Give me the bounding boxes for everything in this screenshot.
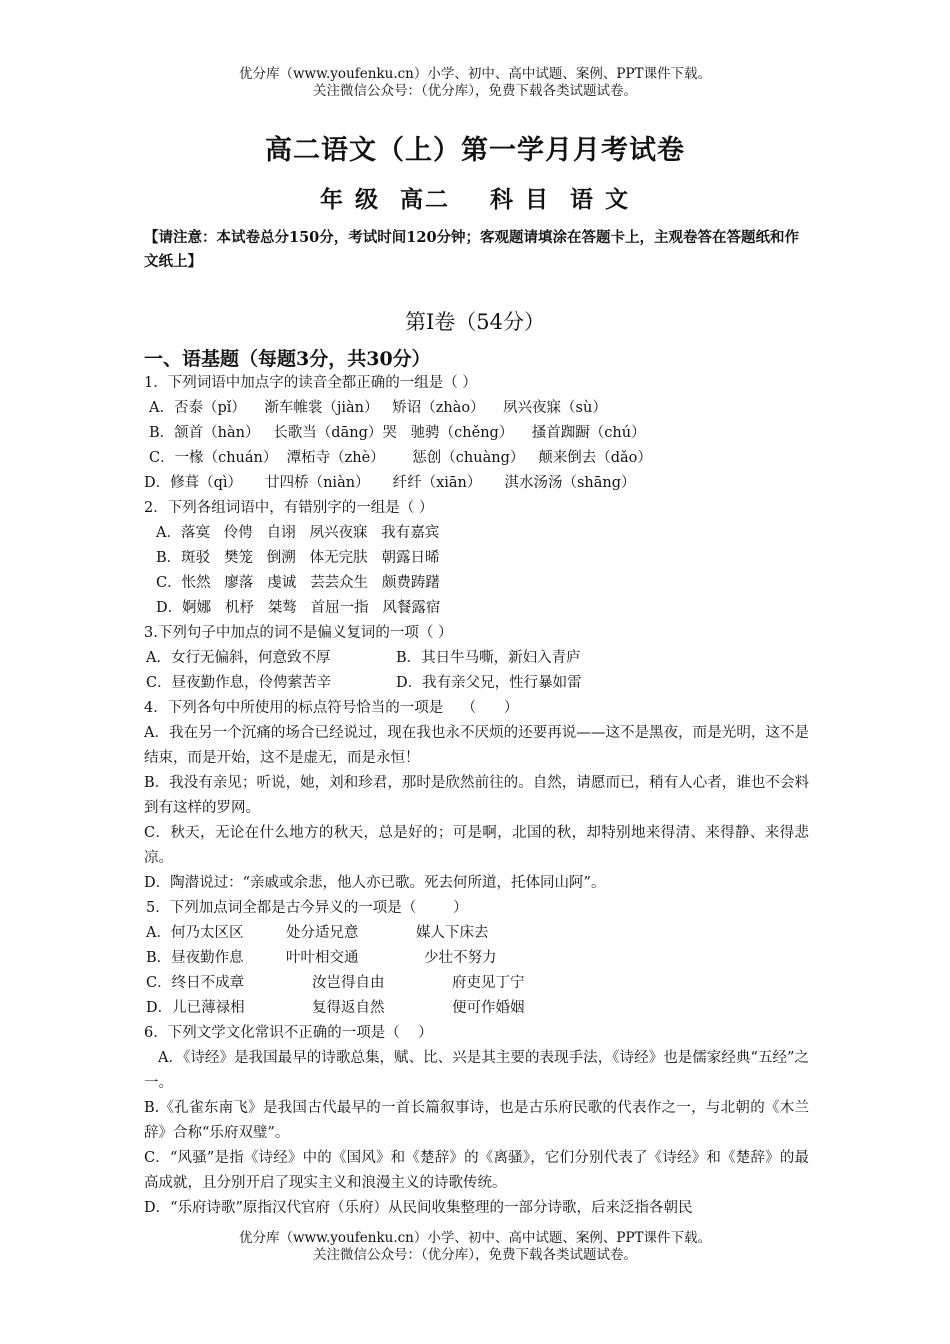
option-a: A．我在另一个沉痛的场合已经说过，现在我也永不厌烦的还要再说——这不是黑夜，而是光明，这不是结束，而是开始，这不是虚无，而是永恒！ [144,725,809,766]
page-header [0,66,950,100]
question-stem: 1．下列词语中加点字的读音全都正确的一组是（ ） [144,375,477,391]
question-body [144,371,809,1221]
option-b-item-1: B．昼夜勤作息 [146,950,244,966]
option-c: C．“风骚”是指《诗经》中的《国风》和《楚辞》的《离骚》，它们分别代表了《诗经》和《楚辞》的最高成就，且分别开启了现实主义和浪漫主义的诗歌传统。 [144,1150,809,1191]
option-d: D．修葺（qì） 廿四桥（niàn） 纤纤（xiān） 淇水汤汤（shāng） [144,475,636,491]
grade-subject-line: 年 级 高二 科 目 语 文 [319,186,631,213]
option-a [144,921,809,946]
option-d: D．婀娜 机杼 桀骜 首屈一指 风餐露宿 [156,600,441,616]
option-c-item-2: 汝岂得自由 [312,975,385,991]
question-stem: 4．下列各句中所使用的标点符号恰当的一项是 （ ） [144,700,519,716]
option-c [144,971,809,996]
option-b: B．颔首（hàn） 长歌当（dāng）哭 驰骋（chěng） 搔首踟蹰（chú） [149,425,646,441]
option-a: A．女行无偏斜，何意致不厚 [146,650,331,666]
exam-notice: 【请注意：本试卷总分150分，考试时间120分钟；客观题请填涂在答题卡上，主观卷答在答题纸和作文纸上】 [144,229,800,270]
footer-line-2: 关注微信公众号：（优分库），免费下载各类试题试卷。 [313,1247,637,1263]
question-stem: 5．下列加点词全都是古今异义的一项是（ ） [146,900,468,916]
option-b: B．我没有亲见；听说，她，刘和珍君，那时是欣然前往的。自然，请愿而已，稍有人心者，谁也不会料到有这样的罗网。 [144,775,809,816]
question-stem: 3.下列句子中加点的词不是偏义复词的一项（ ） [144,625,453,641]
option-b [144,946,809,971]
option-a-item-1: A．何乃太区区 [146,925,244,941]
question-3 [144,621,809,696]
footer-line-1: 优分库（www.youfenku.cn）小学、初中、高中试题、案例、PPT课件下载。 [238,1230,712,1246]
question-2 [144,496,809,621]
question-stem: 6．下列文学文化常识不正确的一项是（ ） [144,1025,433,1041]
option-d: D．我有亲父兄，性行暴如雷 [396,675,582,691]
page-footer [0,1230,950,1264]
option-d: D．陶潜说过：“亲戚或余悲，他人亦已歌。死去何所道，托体同山阿”。 [144,875,606,891]
option-b: B．其日牛马嘶，新妇入青庐 [396,650,581,666]
question-5 [144,896,809,1021]
header-line-1: 优分库（www.youfenku.cn）小学、初中、高中试题、案例、PPT课件下载。 [238,66,712,82]
option-a: A．落寞 伶俜 自诩 夙兴夜寐 我有嘉宾 [156,525,440,541]
option-d-item-3: 便可作婚姻 [452,1000,525,1016]
part-title: 第Ⅰ卷（54分） [404,310,546,334]
question-6 [144,1021,809,1221]
option-b-item-3: 少壮不努力 [424,950,497,966]
question-1 [144,371,809,496]
exam-title: 高二语文（上）第一学月月考试卷 [265,135,685,166]
option-b: B．斑驳 樊笼 倒溯 体无完肤 朝露日晞 [156,550,440,566]
option-c: C．一椽（chuán） 潭柘寺（zhè） 惩创（chuàng） 颠来倒去（dǎo） [149,450,652,466]
option-c: C．昼夜勤作息，伶俜萦苦辛 [146,675,332,691]
option-d [144,996,809,1021]
option-b-item-2: 叶叶相交通 [286,950,359,966]
option-c: C．秋天，无论在什么地方的秋天，总是好的；可是啊，北国的秋，却特别地来得清、来得静、来得悲凉。 [144,825,809,866]
option-c-item-3: 府吏见丁宁 [452,975,525,991]
option-a: A．《诗经》是我国最早的诗歌总集，赋、比、兴是其主要的表现手法，《诗经》也是儒家经典“五经”之一。 [144,1050,809,1091]
question-stem: 2．下列各组词语中，有错别字的一组是（ ） [144,500,434,516]
section-title: 一、语基题（每题3分，共30分） [144,348,431,370]
option-c-item-1: C．终日不成章 [146,975,245,991]
option-c: C．怅然 廖落 虔诚 芸芸众生 颇费踌躇 [156,575,440,591]
options-row-ab [144,646,809,671]
option-d: D．“乐府诗歌”原指汉代官府（乐府）从民间收集整理的一部分诗歌，后来泛指各朝民 [144,1200,693,1216]
option-a: A．否泰（pǐ） 渐车帷裳（jiàn） 矫诏（zhào） 夙兴夜寐（sù） [149,400,607,416]
option-a-item-2: 处分适兄意 [286,925,359,941]
option-b: B.《孔雀东南飞》是我国古代最早的一首长篇叙事诗，也是古乐府民歌的代表作之一，与北朝的《木兰辞》合称“乐府双璧”。 [144,1100,809,1141]
header-line-2: 关注微信公众号：（优分库），免费下载各类试题试卷。 [313,83,637,99]
option-d-item-2: 复得返自然 [312,1000,385,1016]
options-row-cd [144,671,809,696]
question-4 [144,696,809,896]
option-d-item-1: D．儿已薄禄相 [146,1000,245,1016]
option-a-item-3: 媒人下床去 [416,925,489,941]
